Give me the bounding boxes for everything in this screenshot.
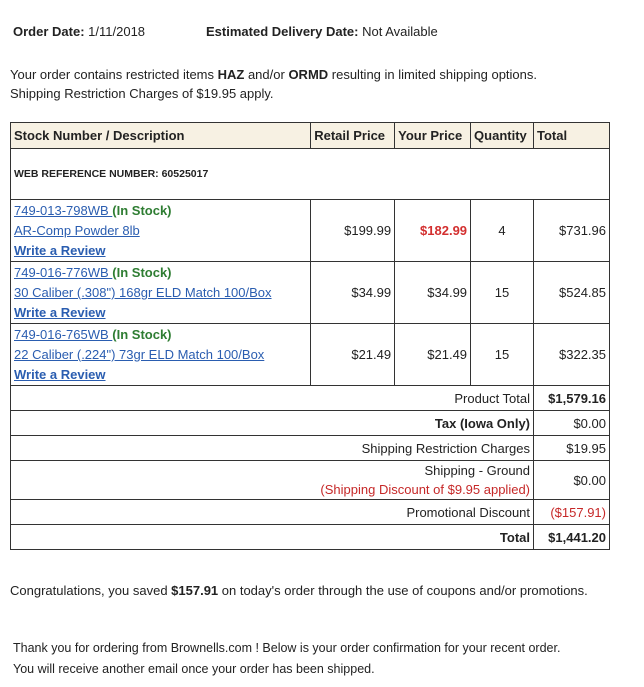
in-stock-label: (In Stock) <box>112 265 172 280</box>
item-total: $731.96 <box>534 200 610 262</box>
ormd-label: ORMD <box>288 67 329 82</box>
item-sku-link[interactable]: 749-016-765WB <box>14 327 113 342</box>
order-date-value: 1/11/2018 <box>88 24 146 39</box>
promo-discount-label: Promotional Discount <box>11 500 534 525</box>
shipping-value: $0.00 <box>534 461 610 500</box>
item-retail-price: $34.99 <box>311 262 395 324</box>
col-header-total: Total <box>534 123 610 149</box>
delivery-label: Estimated Delivery Date: <box>206 24 359 39</box>
promo-discount-row <box>11 500 610 525</box>
in-stock-label: (In Stock) <box>112 327 172 342</box>
col-header-description: Stock Number / Description <box>11 123 311 149</box>
product-total-value: $1,579.16 <box>534 386 610 411</box>
order-table <box>10 122 610 550</box>
item-total: $322.35 <box>534 324 610 386</box>
item-quantity: 15 <box>471 324 534 386</box>
item-name-link[interactable]: AR-Comp Powder 8lb <box>14 223 140 238</box>
item-total: $524.85 <box>534 262 610 324</box>
restriction-charges-row <box>11 436 610 461</box>
in-stock-label: (In Stock) <box>112 203 172 218</box>
item-description <box>11 324 311 386</box>
estimated-delivery <box>206 24 438 39</box>
web-reference-row <box>11 149 610 200</box>
promo-discount-value: ($157.91) <box>534 500 610 525</box>
tax-value: $0.00 <box>534 411 610 436</box>
shipping-cell <box>11 461 534 500</box>
shipping-label: Shipping - Ground <box>424 463 531 478</box>
grand-total-label: Total <box>11 525 534 550</box>
product-total-row <box>11 386 610 411</box>
item-sku-link[interactable]: 749-013-798WB <box>14 203 113 218</box>
write-review-link[interactable]: Write a Review <box>14 305 106 320</box>
item-name-link[interactable]: 30 Caliber (.308") 168gr ELD Match 100/Box <box>14 285 272 300</box>
table-row <box>11 324 610 386</box>
table-header-row <box>11 123 610 149</box>
haz-label: HAZ <box>217 67 245 82</box>
write-review-link[interactable]: Write a Review <box>14 367 106 382</box>
item-quantity: 15 <box>471 262 534 324</box>
thank-you-line-2: You will receive another email once your order has been shipped. <box>13 662 375 676</box>
col-header-retail: Retail Price <box>311 123 395 149</box>
restriction-charges-label: Shipping Restriction Charges <box>11 436 534 461</box>
item-your-price: $182.99 <box>395 200 471 262</box>
web-reference-number: WEB REFERENCE NUMBER: 60525017 <box>11 149 610 200</box>
order-header <box>13 24 438 39</box>
table-row <box>11 262 610 324</box>
item-description <box>11 262 311 324</box>
savings-message <box>10 583 588 598</box>
item-retail-price: $199.99 <box>311 200 395 262</box>
item-description <box>11 200 311 262</box>
delivery-value: Not Available <box>362 24 438 39</box>
item-quantity: 4 <box>471 200 534 262</box>
table-row <box>11 200 610 262</box>
thank-you-message <box>13 638 560 680</box>
notice-line-2: Shipping Restriction Charges of $19.95 apply. <box>10 86 274 101</box>
grand-total-value: $1,441.20 <box>534 525 610 550</box>
savings-text: Congratulations, you saved <box>10 583 172 598</box>
col-header-quantity: Quantity <box>471 123 534 149</box>
savings-amount: $157.91 <box>171 583 219 598</box>
write-review-link[interactable]: Write a Review <box>14 243 106 258</box>
tax-label: Tax (Iowa Only) <box>11 411 534 436</box>
shipping-discount-note: (Shipping Discount of $9.95 applied) <box>320 482 531 497</box>
item-sku-link[interactable]: 749-016-776WB <box>14 265 113 280</box>
item-your-price: $21.49 <box>395 324 471 386</box>
thank-you-line-1: Thank you for ordering from Brownells.com ! Below is your order confirmation for your recent order. <box>13 641 561 655</box>
tax-row <box>11 411 610 436</box>
notice-text: Your order contains restricted items <box>10 67 218 82</box>
notice-text: and/or <box>244 67 289 82</box>
col-header-your-price: Your Price <box>395 123 471 149</box>
item-retail-price: $21.49 <box>311 324 395 386</box>
item-your-price: $34.99 <box>395 262 471 324</box>
grand-total-row <box>11 525 610 550</box>
savings-text: on today's order through the use of coupons and/or promotions. <box>218 583 588 598</box>
product-total-label: Product Total <box>11 386 534 411</box>
order-date-label: Order Date: <box>13 24 85 39</box>
item-name-link[interactable]: 22 Caliber (.224") 73gr ELD Match 100/Box <box>14 347 265 362</box>
restriction-charges-value: $19.95 <box>534 436 610 461</box>
restriction-notice <box>10 65 537 103</box>
shipping-row <box>11 461 610 500</box>
notice-text: resulting in limited shipping options. <box>328 67 537 82</box>
